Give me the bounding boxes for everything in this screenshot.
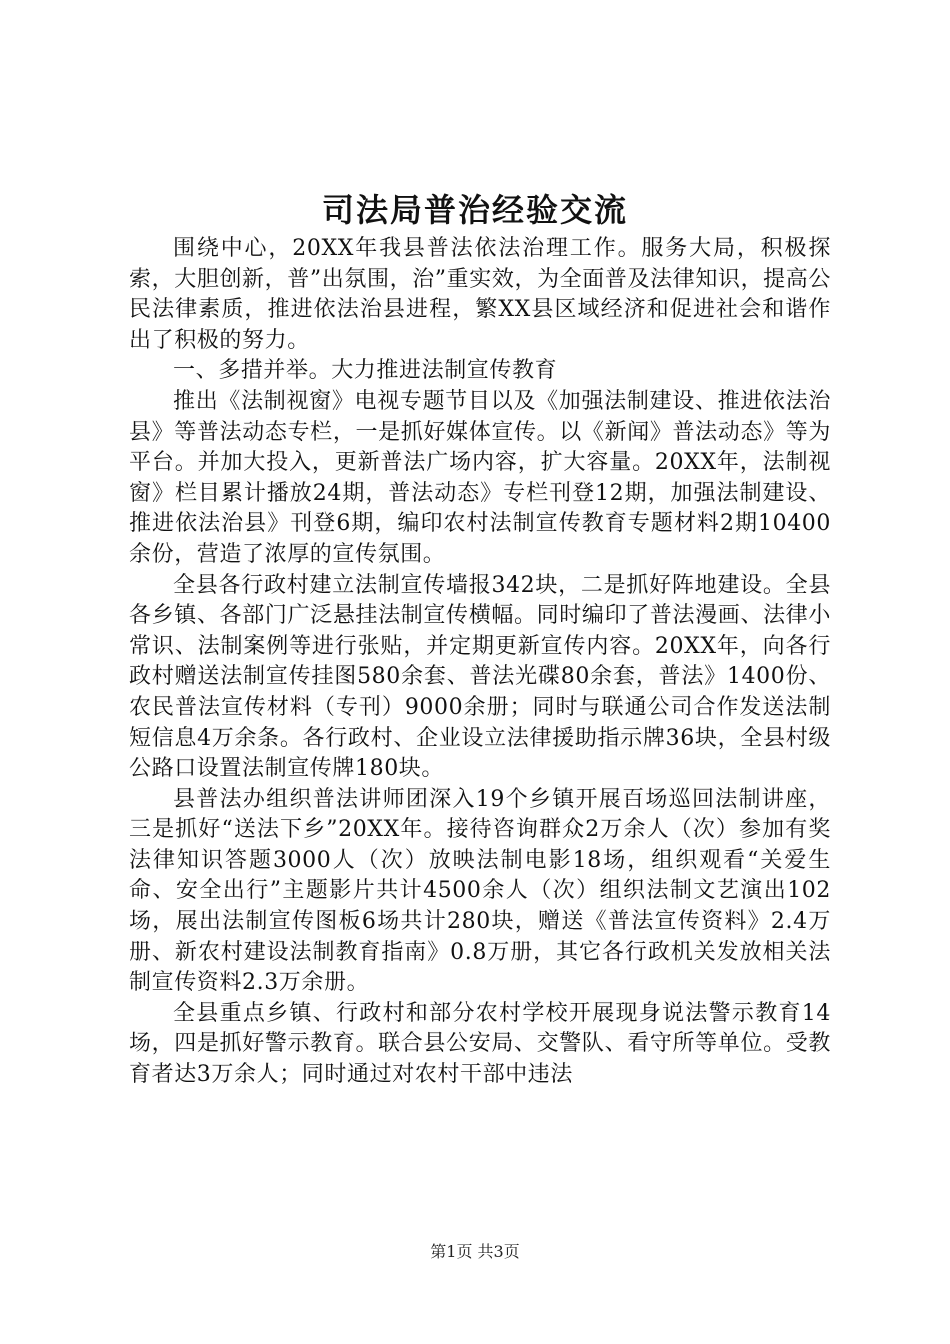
paragraph-media: 推出《法制视窗》电视专题节目以及《加强法制建设、推进依法治县》等普法动态专栏，一是抓好媒体宣传。以《新闻》普法动态》等为平台。并加大投入，更新普法广场内容，扩大容量。20XX年，法制视窗》栏目累计播放24期，普法动态》专栏刊登12期，加强法制建设、推进依法治县》刊登6期，编印农村法制宣传教育专题材料2期10400余份，营造了浓厚的宣传氛围。 (129, 388, 831, 567)
paragraph-intro: 围绕中心，20XX年我县普法依法治理工作。服务大局，积极探索，大胆创新，普”出氛围，治”重实效，为全面普及法律知识，提高公民法律素质，推进依法治县进程，繁XX县区域经济和促进社会和谐作出了积极的努力。 (129, 236, 831, 353)
document-body (129, 234, 831, 1091)
paragraph-outreach: 县普法办组织普法讲师团深入19个乡镇开展百场巡回法制讲座，三是抓好“送法下乡”20XX年。接待咨询群众2万余人（次）参加有奖法律知识答题3000人（次）放映法制电影18场，组织观看“关爱生命、安全出行”主题影片共计4500余人（次）组织法制文艺演出102场，展出法制宣传图板6场共计280块，赠送《普法宣传资料》2.4万册、新农村建设法制教育指南》0.8万册，其它各行政机关发放相关法制宣传资料2.3万余册。 (129, 786, 831, 996)
section-heading: 一、多措并举。大力推进法制宣传教育 (173, 358, 558, 384)
paragraph-warning: 全县重点乡镇、行政村和部分农村学校开展现身说法警示教育14场，四是抓好警示教育。联合县公安局、交警队、看守所等单位。受教育者达3万余人；同时通过对农村干部中违法 (129, 1000, 831, 1088)
paragraph-venue: 全县各行政村建立法制宣传墙报342块，二是抓好阵地建设。全县各乡镇、各部门广泛悬挂法制宣传横幅。同时编印了普法漫画、法律小常识、法制案例等进行张贴，并定期更新宣传内容。20XX年，向各行政村赠送法制宣传挂图580余套、普法光碟80余套，普法》1400份、农民普法宣传材料（专刊）9000余册；同时与联通公司合作发送法制短信息4万余条。各行政村、企业设立法律援助指示牌36块，全县村级公路口设置法制宣传牌180块。 (129, 572, 831, 782)
document-title: 司法局普治经验交流 (321, 191, 628, 229)
page-number: 第1页 共3页 (430, 1242, 520, 1261)
